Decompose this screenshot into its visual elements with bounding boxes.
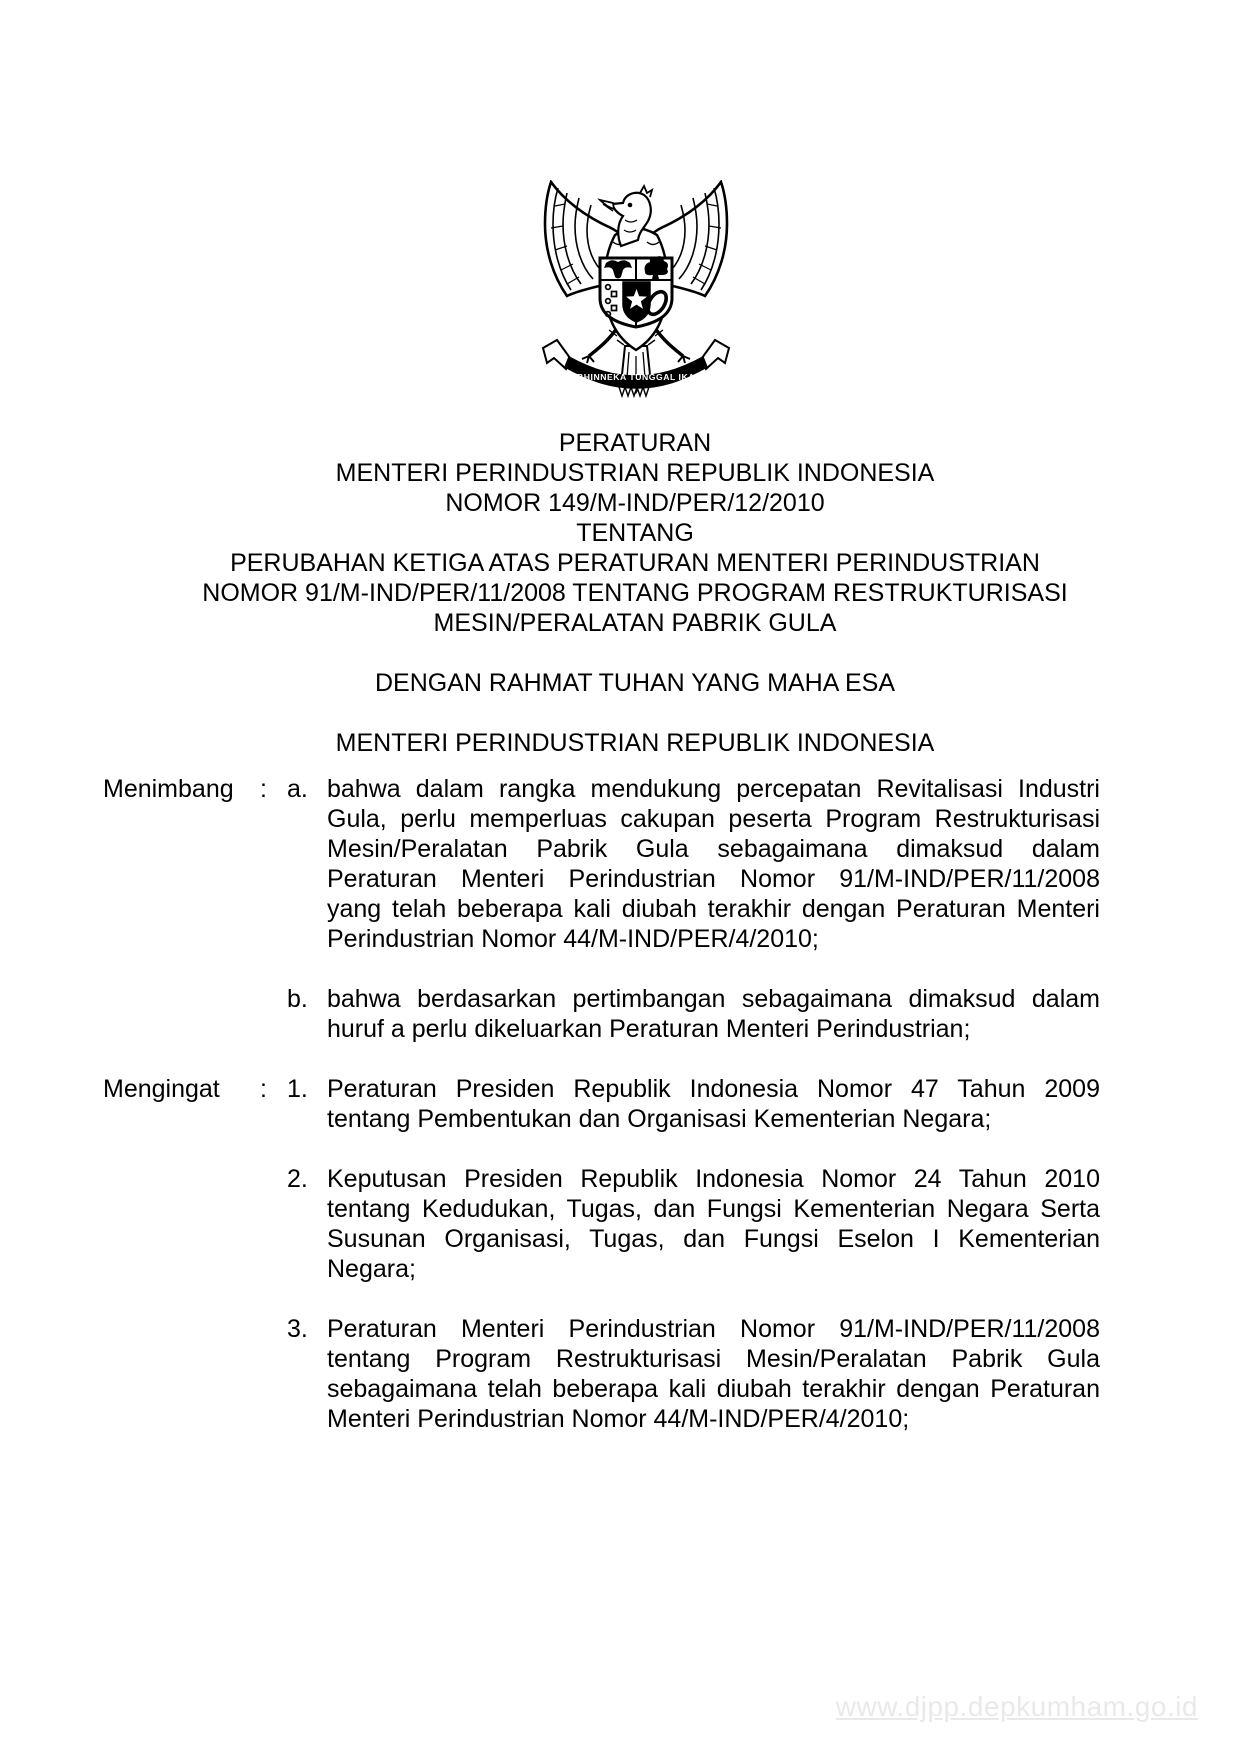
document-title (165, 428, 1105, 638)
text-line: Peraturan Presiden Republik Indonesia Nomor 47 Tahun 2009 (327, 1075, 1100, 1103)
clause-mengingat-item-1 (103, 1074, 1100, 1134)
item-marker-3: 3. (287, 1315, 308, 1343)
text-line: PERATURAN (558, 429, 712, 457)
clause-menimbang-item-b (103, 984, 1100, 1044)
authority-line: MENTERI PERINDUSTRIAN REPUBLIK INDONESIA (335, 729, 935, 757)
item-marker-a: a. (287, 775, 308, 803)
text-line: tentang Program Restrukturisasi Mesin/Peralatan Pabrik Gula (327, 1345, 1100, 1373)
item-paragraph-a (327, 774, 1100, 954)
text-line: Menteri Perindustrian Nomor 44/M-IND/PER/4/2010; (327, 1405, 910, 1433)
text-line: Mesin/Peralatan Pabrik Gula sebagaimana dimaksud dalam (327, 835, 1100, 863)
item-marker-2: 2. (287, 1165, 308, 1193)
text-line: NOMOR 91/M-IND/PER/11/2008 TENTANG PROGRAM RESTRUKTURISASI (202, 579, 1068, 607)
text-line: NOMOR 149/M-IND/PER/12/2010 (445, 489, 825, 517)
motto-text: BHINNEKA TUNGGAL IKA (577, 373, 695, 382)
pancasila-shield-icon (600, 256, 672, 327)
text-line: MESIN/PERALATAN PABRIK GULA (433, 609, 837, 637)
watermark-text: www.djpp.depkumham.go.id (835, 1691, 1198, 1722)
text-line: Peraturan Menteri Perindustrian Nomor 91/M-IND/PER/11/2008 (327, 1315, 1100, 1343)
text-line: TENTANG (576, 519, 694, 547)
text-line: Perindustrian Nomor 44/M-IND/PER/4/2010; (327, 925, 819, 953)
text-line: sebagaimana telah beberapa kali diubah terakhir dengan Peraturan (327, 1375, 1100, 1403)
text-line: Peraturan Menteri Perindustrian Nomor 91/M-IND/PER/11/2008 (327, 865, 1100, 893)
text-line: yang telah beberapa kali diubah terakhir dengan Peraturan Menteri (327, 895, 1100, 923)
text-line: Keputusan Presiden Republik Indonesia Nomor 24 Tahun 2010 (327, 1165, 1100, 1193)
text-line: tentang Kedudukan, Tugas, dan Fungsi Kementerian Negara Serta (327, 1195, 1100, 1223)
text-line: bahwa dalam rangka mendukung percepatan Revitalisasi Industri (327, 775, 1100, 803)
invocation-line: DENGAN RAHMAT TUHAN YANG MAHA ESA (374, 669, 895, 697)
text-line: bahwa berdasarkan pertimbangan sebagaimana dimaksud dalam (327, 985, 1100, 1013)
clause-label-menimbang: Menimbang (103, 775, 234, 803)
item-paragraph-b (327, 984, 1100, 1044)
text-line: huruf a perlu dikeluarkan Peraturan Menteri Perindustrian; (327, 1015, 971, 1043)
text-line: Susunan Organisasi, Tugas, dan Fungsi Eselon I Kementerian (327, 1225, 1100, 1253)
clause-colon: : (260, 1075, 267, 1103)
clause-colon: : (260, 775, 267, 803)
garuda-pancasila-emblem (537, 180, 735, 398)
clause-menimbang-item-a (103, 774, 1100, 954)
item-paragraph-3 (327, 1314, 1100, 1434)
clause-mengingat-item-3 (103, 1314, 1100, 1434)
item-paragraph-1 (327, 1074, 1100, 1134)
text-line: MENTERI PERINDUSTRIAN REPUBLIK INDONESIA (335, 459, 935, 487)
text-line: PERUBAHAN KETIGA ATAS PERATURAN MENTERI PERINDUSTRIAN (230, 549, 1040, 577)
item-marker-b: b. (287, 985, 308, 1013)
text-line: tentang Pembentukan dan Organisasi Kementerian Negara; (327, 1105, 992, 1133)
item-paragraph-2 (327, 1164, 1100, 1284)
clause-label-mengingat: Mengingat (103, 1075, 220, 1103)
clause-mengingat-item-2 (103, 1164, 1100, 1284)
text-line: Negara; (327, 1255, 416, 1283)
item-marker-1: 1. (287, 1075, 308, 1103)
text-line: Gula, perlu memperluas cakupan peserta Program Restrukturisasi (327, 805, 1100, 833)
